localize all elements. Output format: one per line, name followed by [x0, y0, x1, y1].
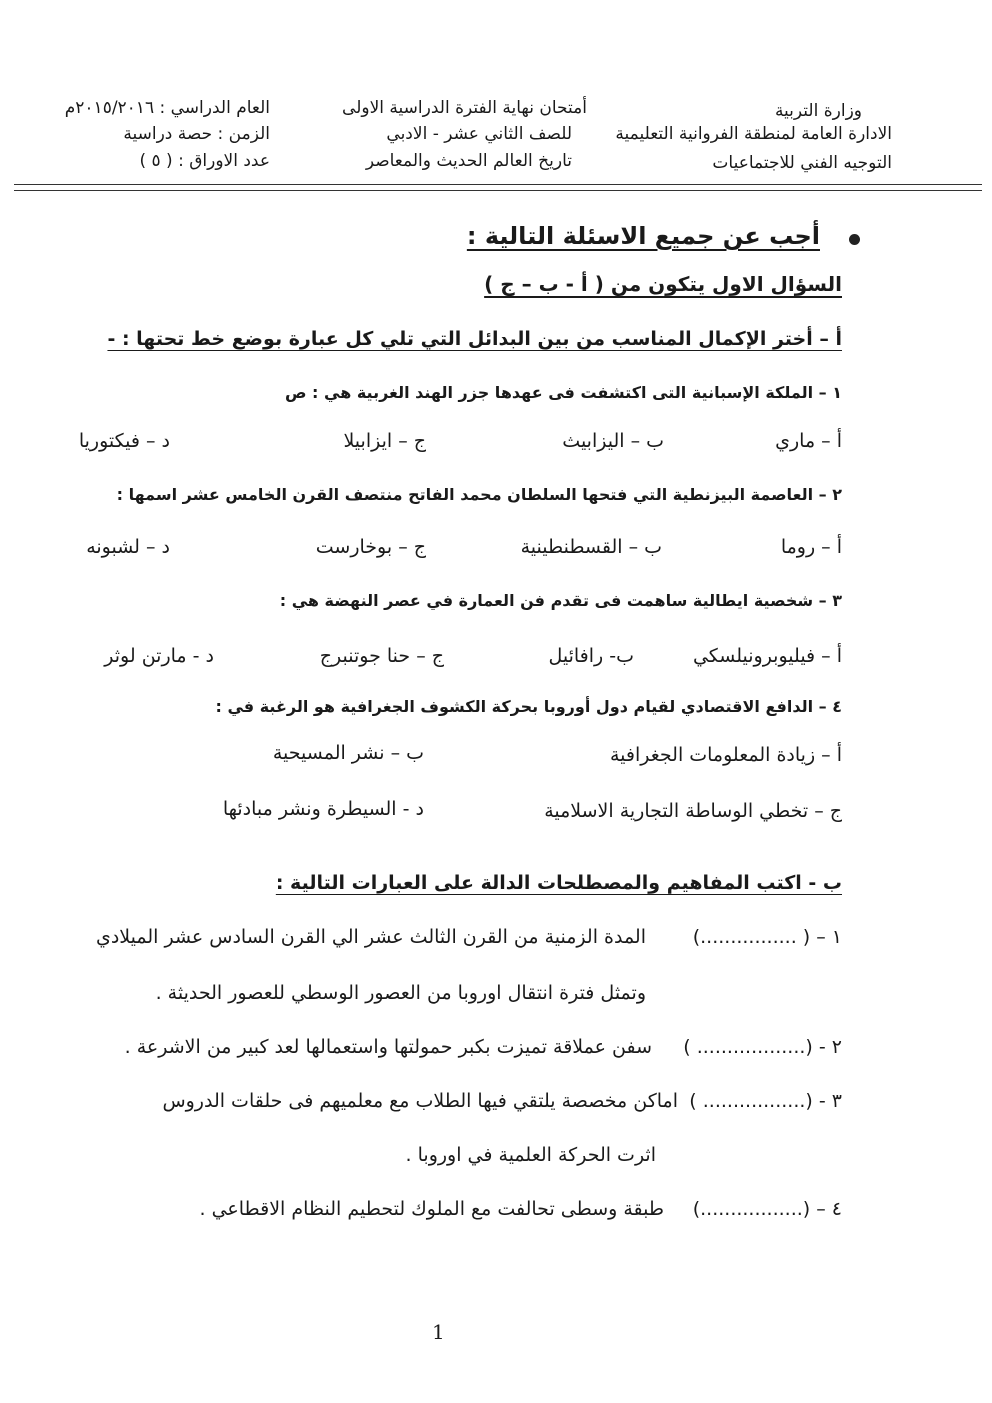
- header-academic-year: العام الدراسي : ٢٠١٥/٢٠١٦م: [64, 98, 270, 118]
- header-ministry: وزارة التربية: [774, 101, 862, 121]
- partB-item-4-text: طبقة وسطى تحالفت مع الملوك لتحطيم النظام الاقطاعي .: [199, 1198, 664, 1220]
- q3-option-d: د - مارتن لوثر: [104, 645, 214, 667]
- partB-title: ب - اكتب المفاهيم والمصطلحات الدالة على العبارات التالية :: [275, 872, 842, 894]
- header-grade: للصف الثاني عشر - الادبي: [386, 124, 572, 144]
- partB-item-3-blank: ٣ - (................. ): [689, 1090, 842, 1112]
- q4-option-c: ج – تخطي الوساطة التجارية الاسلامية: [544, 800, 842, 822]
- q3-option-a: أ – فيليوبرونيلسكي: [692, 645, 842, 667]
- q4-option-a: أ – زيادة المعلومات الجغرافية: [609, 744, 842, 766]
- header-divider-top: [14, 184, 982, 185]
- q3-option-c: ج – حنا جوتنبرج: [319, 645, 444, 667]
- question-1: ١ – الملكة الإسبانية التى اكتشفت فى عهدها جزر الهند الغربية هي : ص: [284, 383, 842, 402]
- q1-option-b: ب – اليزابيث: [562, 430, 664, 452]
- header-exam-title: أمتحان نهاية الفترة الدراسية الاولى: [342, 98, 587, 118]
- header-directorate: الادارة العامة لمنطقة الفروانية التعليمية: [615, 124, 892, 144]
- header-guidance: التوجيه الفني للاجتماعيات: [712, 153, 892, 173]
- partB-item-1-continuation: وتمثل فترة انتقال اوروبا من العصور الوسطي للعصور الحديثة .: [155, 982, 646, 1004]
- q2-option-c: ج – بوخارست: [315, 536, 426, 558]
- q2-option-d: د – لشبونه: [86, 536, 170, 558]
- bullet-icon: [849, 234, 860, 245]
- q1-option-a: أ – ماري: [775, 430, 842, 452]
- q1-option-c: ج – ايزابيلا: [343, 430, 426, 452]
- partB-item-1-blank: ١ – ( ................): [692, 926, 842, 948]
- q4-option-d: د - السيطرة ونشر مبادئها: [222, 798, 424, 820]
- question-3: ٣ – شخصية ايطالية ساهمت فى تقدم فن العمارة في عصر النهضة هي :: [279, 591, 842, 610]
- section1-title: السؤال الاول يتكون من ( أ - ب – ج ): [484, 272, 842, 296]
- q2-option-b: ب – القسطنطينية: [520, 536, 662, 558]
- partB-item-3-continuation: اثرت الحركة العلمية في اوروبا .: [405, 1144, 656, 1166]
- instruction-heading: أجب عن جميع الاسئلة التالية :: [466, 222, 820, 250]
- question-4: ٤ – الدافع الاقتصادي لقيام دول أوروبا بحركة الكشوف الجغرافية هو الرغبة في :: [215, 697, 842, 716]
- partB-item-4-blank: ٤ – (.................): [692, 1198, 842, 1220]
- partB-item-2-blank: ٢ - (.................. ): [683, 1036, 842, 1058]
- partB-item-3-text: اماكن مخصصة يلتقي فيها الطلاب مع معلميهم فى حلقات الدروس: [162, 1090, 678, 1112]
- q4-option-b: ب – نشر المسيحية: [272, 742, 424, 764]
- q2-option-a: أ – روما: [780, 536, 842, 558]
- question-2: ٢ – العاصمة البيزنطية التي فتحها السلطان محمد الفاتح منتصف القرن الخامس عشر اسمها :: [116, 485, 842, 504]
- q3-option-b: ب- رافائيل: [548, 645, 634, 667]
- header-pages-count: عدد الاوراق : ( ٥ ): [139, 151, 270, 171]
- q1-option-d: د – فيكتوريا: [78, 430, 170, 452]
- partA-title: أ – أختر الإكمال المناسب من بين البدائل التي تلي كل عبارة بوضع خط تحتها : -: [107, 328, 842, 350]
- partB-item-2-text: سفن عملاقة تميزت بكبر حمولتها واستعمالها لعد كبير من الاشرعة .: [124, 1036, 652, 1058]
- header-duration: الزمن : حصة دراسية: [123, 124, 270, 144]
- header-subject: تاريخ العالم الحديث والمعاصر: [365, 151, 572, 171]
- partB-item-1-text: المدة الزمنية من القرن الثالث عشر الي القرن السادس عشر الميلادي: [95, 926, 646, 948]
- page-number: 1: [432, 1320, 445, 1344]
- header-divider-bottom: [14, 190, 982, 191]
